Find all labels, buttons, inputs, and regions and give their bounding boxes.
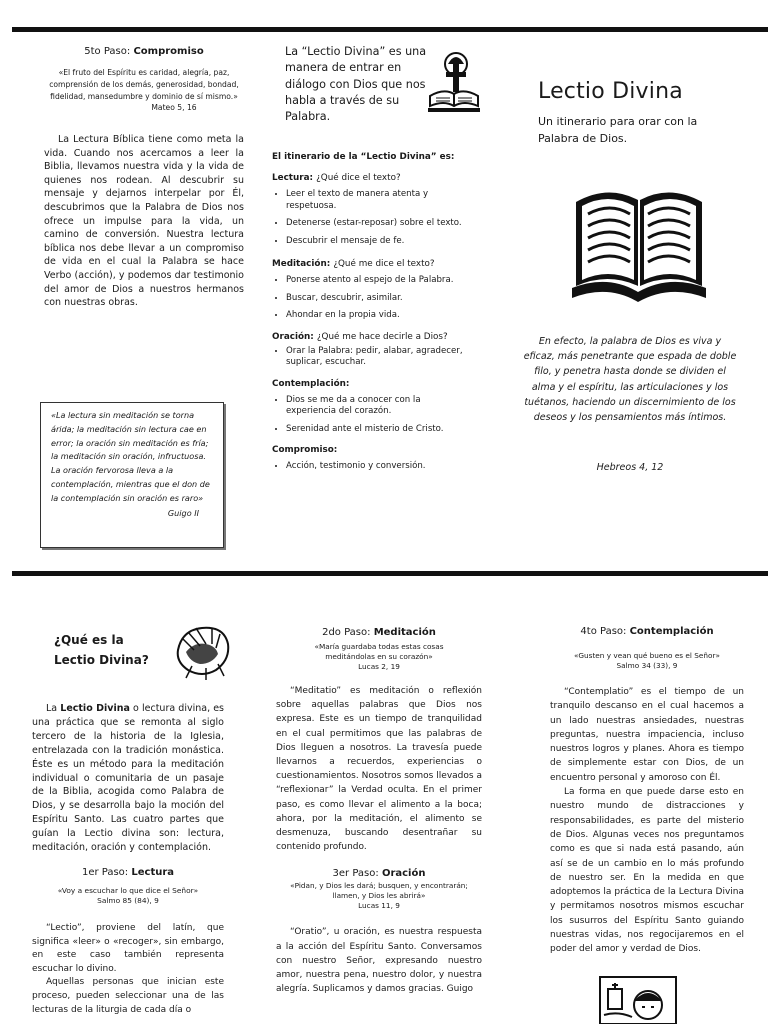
list-item: • Detenerse (estar-reposar) sobre el texto.	[286, 218, 468, 230]
step1-name: Lectura	[131, 866, 175, 878]
step3-body: “Oratio”, u oración, es nuestra respuesta a la acción del Espíritu Santo. Conversamos con nuestro Señor, expresando nuestro amor, nuestra pena, nuestro dolor, y nuestra alegría. Suplicamos y damos gracias. Guigo	[276, 927, 482, 995]
top-col2	[272, 44, 472, 479]
list-item: • Descubrir el mensaje de fe.	[286, 236, 468, 248]
lectio-intro: La “Lectio Divina” es una manera de entrar en diálogo con Dios que nos habla a través de su Palabra.	[285, 45, 427, 124]
step1-quote: «Voy a escuchar lo que dice el Señor»	[57, 885, 199, 895]
intro-lead: La	[46, 703, 58, 714]
list-item: • Serenidad ante el misterio de Cristo.	[286, 424, 468, 436]
bottom-col3	[550, 626, 744, 957]
guigo-quote: «La lectura sin meditación se torna árida; la meditación sin lectura cae en error; la oración sin meditación es fría; la meditación sin oración, infructuosa. La oración fervorosa lleva a la contemplación, mientras que el don de la contemplación sin oración es raro»	[51, 410, 210, 503]
step3-prefix: 3er Paso:	[332, 868, 379, 880]
step-items	[272, 275, 468, 322]
list-item: • Leer el texto de manera atenta y respetuosa.	[286, 189, 468, 212]
step1-prefix: 1er Paso:	[81, 866, 129, 878]
bottom-col1	[32, 630, 224, 1017]
guigo-quote-box	[40, 402, 224, 548]
step4-ref: Salmo 34 (33), 9	[616, 661, 678, 670]
step5-heading	[44, 46, 244, 57]
step1-body: “Lectio”, proviene del latín, que significa «leer» o «recoger», sin embargo, en este caso también representa escuchar lo divino.	[32, 922, 224, 974]
middle-rule	[12, 571, 768, 576]
step3-name: Oración	[381, 868, 426, 880]
itinerary-step-compromiso	[272, 445, 468, 473]
top-col1	[44, 46, 244, 310]
step1-heading	[32, 867, 224, 878]
guigo-author: Guigo II	[167, 507, 199, 518]
step2-quote: «María guardaba todas estas cosas meditándolas en su corazón»	[314, 642, 444, 661]
open-book-icon	[568, 180, 710, 308]
list-item: • Buscar, descubrir, asimilar.	[286, 293, 468, 305]
intro-term: Lectio Divina	[60, 703, 130, 714]
list-item: • Dios se me da a conocer con la experiencia del corazón.	[286, 395, 468, 418]
step-question: ¿Qué me dice el texto?	[333, 259, 435, 270]
itinerary-step-lectura	[272, 173, 468, 247]
itinerary-title: El itinerario de la “Lectio Divina” es:	[272, 152, 455, 163]
step4-name: Contemplación	[629, 626, 714, 637]
itinerary-steps	[272, 173, 468, 473]
step-name: Contemplación:	[272, 378, 350, 389]
intro-rest: o lectura divina, es una práctica que se remonta al siglo tercero de la historia de la Iglesia, entrelazada con la tradición monástica. Éste es un método para la meditación individual o comunitaria de un pasaje de la Biblia, acogida como Palabra de Dios, y se desarrolla bajo la moción del Espíritu Santo. Las cuatro partes que guían la Lectio divina son: lectura, meditación, oración y contemplación.	[32, 703, 225, 854]
step5-quote: «El fruto del Espíritu es caridad, alegría, paz, comprensión de los demás, generosidad, bondad, fidelidad, mansedumbre y dominio de sí mismo.»	[49, 68, 239, 101]
list-item: • Acción, testimonio y conversión.	[286, 461, 468, 473]
bible-candle-icon	[426, 50, 482, 114]
step4-prefix: 4to Paso:	[580, 626, 627, 637]
list-item: • Ahondar en la propia vida.	[286, 310, 468, 322]
list-item: • Orar la Palabra: pedir, alabar, agradecer, suplicar, escuchar.	[286, 346, 468, 369]
contemplative-figure-icon	[598, 975, 678, 1024]
list-item: • Ponerse atento al espejo de la Palabra.	[286, 275, 468, 287]
step-question: ¿Qué me hace decirle a Dios?	[316, 331, 448, 342]
step4-heading	[550, 626, 744, 637]
itinerary-step-oracion	[272, 332, 468, 369]
step-question: ¿Qué dice el texto?	[316, 173, 401, 184]
step2-name: Meditación	[373, 627, 436, 638]
top-col3	[538, 78, 738, 147]
step2-heading	[276, 627, 482, 638]
hebrews-ref: Hebreos 4, 12	[596, 462, 664, 473]
step4-quote: «Gusten y vean qué bueno es el Señor»	[574, 651, 720, 660]
page-subtitle: Un itinerario para orar con la Palabra de Dios.	[538, 115, 698, 145]
step3-ref: Lucas 11, 9	[358, 901, 400, 911]
page-title: Lectio Divina	[538, 79, 683, 104]
step1-ref: Salmo 85 (84), 9	[97, 895, 159, 905]
step2-body: “Meditatio” es meditación o reflexión sobre aquellas palabras que Dios nos expresa. Este es un tiempo de tranquilidad en el cual permitimos que las palabras de Dios lleguen a nosotros. La travesía puede llevarnos a recuerdos, experiencias o cuestionamientos. Nosotros somos llevados a “reflexionar” la Verdad oculta. En el primer paso, es como llevar el alimento a la boca; ahora, por la meditación, el alimento se desmenuza, buscando desentrañar su contenido profundo.	[276, 686, 482, 853]
step-items	[272, 346, 468, 369]
step1-body-cont: Aquellas personas que inician este proceso, pueden seleccionar una de las lecturas de la liturgia de cada día o	[32, 977, 224, 1015]
step5-name: Compromiso	[133, 46, 204, 57]
top-rule	[12, 27, 768, 32]
step2-ref: Lucas 2, 19	[358, 662, 400, 671]
step2-prefix: 2do Paso:	[322, 627, 371, 638]
step-items	[272, 461, 468, 473]
step-items	[272, 189, 468, 247]
hebrews-quote: En efecto, la palabra de Dios es viva y eficaz, más penetrante que espada de doble filo, y penetra hasta donde se dividen el alma y el espíritu, las articulaciones y los tuétanos, haciendo un discernimiento de los deseos y los pensamientos más íntimos.	[523, 336, 737, 424]
step4-body-cont: La forma en que puede darse esto en nuestro mundo de distracciones y responsabilidades, es parte del misterio de Dios. Algunas veces nos preguntamos como es que si nada está pasando, aún así se de un cambio en lo más profundo de nuestro ser. En la medida en que adoptemos la práctica de la Lectura Divina y permitamos nosotros mismos escuchar los susurros del Espíritu Santo guiando nuestras vidas, nos regocijaremos en el poder del amor y verdad de Dios.	[550, 787, 744, 955]
step-name: Compromiso:	[272, 445, 338, 456]
intro-body	[32, 702, 224, 855]
praying-hands-icon	[172, 620, 234, 682]
itinerary-step-meditacion	[272, 259, 468, 322]
step-name: Meditación:	[272, 259, 331, 270]
bottom-col2	[276, 627, 482, 996]
step5-body: La Lectura Bíblica tiene como meta la vida. Cuando nos acercamos a leer la Biblia, llevamos nuestra vida y la vida de quienes nos rodean. Al descubrir su mensaje y dejarnos interpelar por Él, descubrimos que la Palabra de Dios nos ofrece un impulse para la vida, un camino de conversión. Nuestra lectura bíblica nos debe llevar a un compromiso de vida en el cual la Palabra se hace Verbo (acción), y podemos dar testimonio del amor de Dios a nuestros hermanos con nuestras obras.	[44, 134, 244, 309]
step3-heading	[276, 868, 482, 879]
step4-body: “Contemplatio” es el tiempo de un tranquilo descanso en el cual hacemos a un lado nuestras ansiedades, nuestras preguntas, nuestra impaciencia, incluso nuestros logros y planes. Ahora es tiempo de simplemente estar con Dios, de un encuentro personal y amoroso con Él.	[550, 687, 744, 783]
step-name: Lectura:	[272, 173, 314, 184]
step-items	[272, 395, 468, 436]
step3-quote: «Pidan, y Dios les dará; busquen, y encontrarán; llamen, y Dios les abrirá»	[290, 881, 468, 901]
section-title: ¿Qué es la Lectio Divina?	[54, 633, 149, 667]
step5-quote-ref: Mateo 5, 16	[151, 103, 197, 112]
step-name: Oración:	[272, 331, 314, 342]
step5-prefix: 5to Paso:	[84, 46, 131, 57]
itinerary-step-contemplacion	[272, 379, 468, 436]
